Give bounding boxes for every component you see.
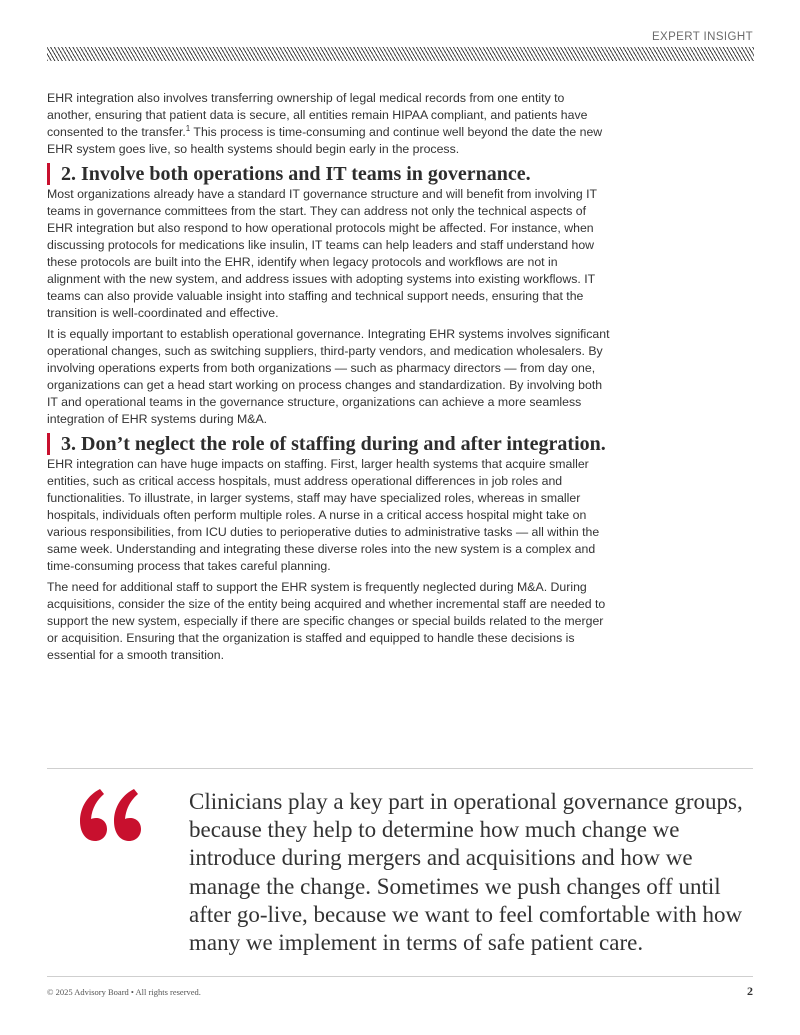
section-heading-text: 2. Involve both operations and IT teams in governance.: [61, 163, 531, 185]
footnote-marker[interactable]: 1: [185, 123, 191, 133]
header-hatch-rule: [47, 47, 754, 61]
heading-accent-bar: [47, 163, 50, 185]
intro-paragraph: [47, 90, 612, 158]
pullquote-text: Clinicians play a key part in operational governance groups, because they help to determine how much change we introduce during mergers and acquisitions and how we manage the change. Sometimes we push changes off until after go-live, because we want to feel comfortable with how many we implement in terms of safe patient care.: [189, 789, 743, 956]
section-heading-staffing: [47, 432, 612, 456]
staffing-paragraph-2: The need for additional staff to support the EHR system is frequently neglected during M&A. During acquisitions, consider the size of the entity being acquired and whether incremental staff are needed to support the new system, especially if there are specific changes or special builds related to the merger or acquisition. Ensuring that the organization is staffed and equipped to handle these decisions is essential for a smooth transition.: [47, 580, 606, 662]
intro-text: EHR integration also involves transferring ownership of legal medical records from one entity to another, ensuring that patient data is secure, all entities remain HIPAA compliant, and patients have consented to the transfer.: [47, 91, 588, 139]
intro-text-continued: This process is time-consuming and continue well beyond the date the new EHR system goes live, so health systems should begin early in the process.: [47, 125, 603, 156]
governance-paragraph-1: Most organizations already have a standard IT governance structure and will benefit from involving IT teams in governance committees from the start. They can address not only the technical aspects of EHR integration but also respond to how operational protocols might be affected. For instance, when discussing protocols for medications like insulin, IT teams can help leaders and staff understand how these protocols are built into the EHR, identify when legacy protocols and workflows are not in alignment with the new system, and address issues with adopting systems into existing workflows. IT teams can also provide valuable insight into staffing and technical support needs, ensuring that the transition is well-coordinated and effective.: [47, 187, 597, 320]
footer-copyright: © 2025 Advisory Board • All rights reserved.: [47, 987, 201, 997]
section-heading-text: 3. Don’t neglect the role of staffing during and after integration.: [61, 433, 606, 455]
article-body: [47, 90, 612, 668]
staffing-paragraph-1: EHR integration can have huge impacts on staffing. First, larger health systems that acquire smaller entities, such as critical access hospitals, must address operational differences in job roles and functionalities. To illustrate, in larger systems, staff may have specialized roles, whereas in smaller hospitals, individuals often perform multiple roles. A nurse in a critical access hospital might take on various responsibilities, from ICU duties to perioperative duties to administrative tasks — all within the same week. Understanding and integrating these diverse roles into the new system is a complex and time-consuming process that takes careful planning.: [47, 457, 600, 573]
section-heading-governance: [47, 162, 612, 186]
quote-mark-icon: [70, 775, 150, 855]
page-number: 2: [747, 984, 753, 998]
governance-paragraph-2: It is equally important to establish operational governance. Integrating EHR systems involves significant operational changes, such as switching suppliers, third-party vendors, and medication wholesalers. By involving operations experts from both organizations — such as pharmacy directors — from day one, organizations can get a head start working on process changes and standardization. By involving both IT and operational teams in the governance structure, organizations can achieve a more seamless integration of EHR systems during M&A.: [47, 327, 610, 426]
header-label: EXPERT INSIGHT: [651, 31, 753, 43]
heading-accent-bar: [47, 433, 50, 455]
pullquote-top-divider: [47, 768, 753, 769]
footer-divider: [47, 976, 753, 977]
